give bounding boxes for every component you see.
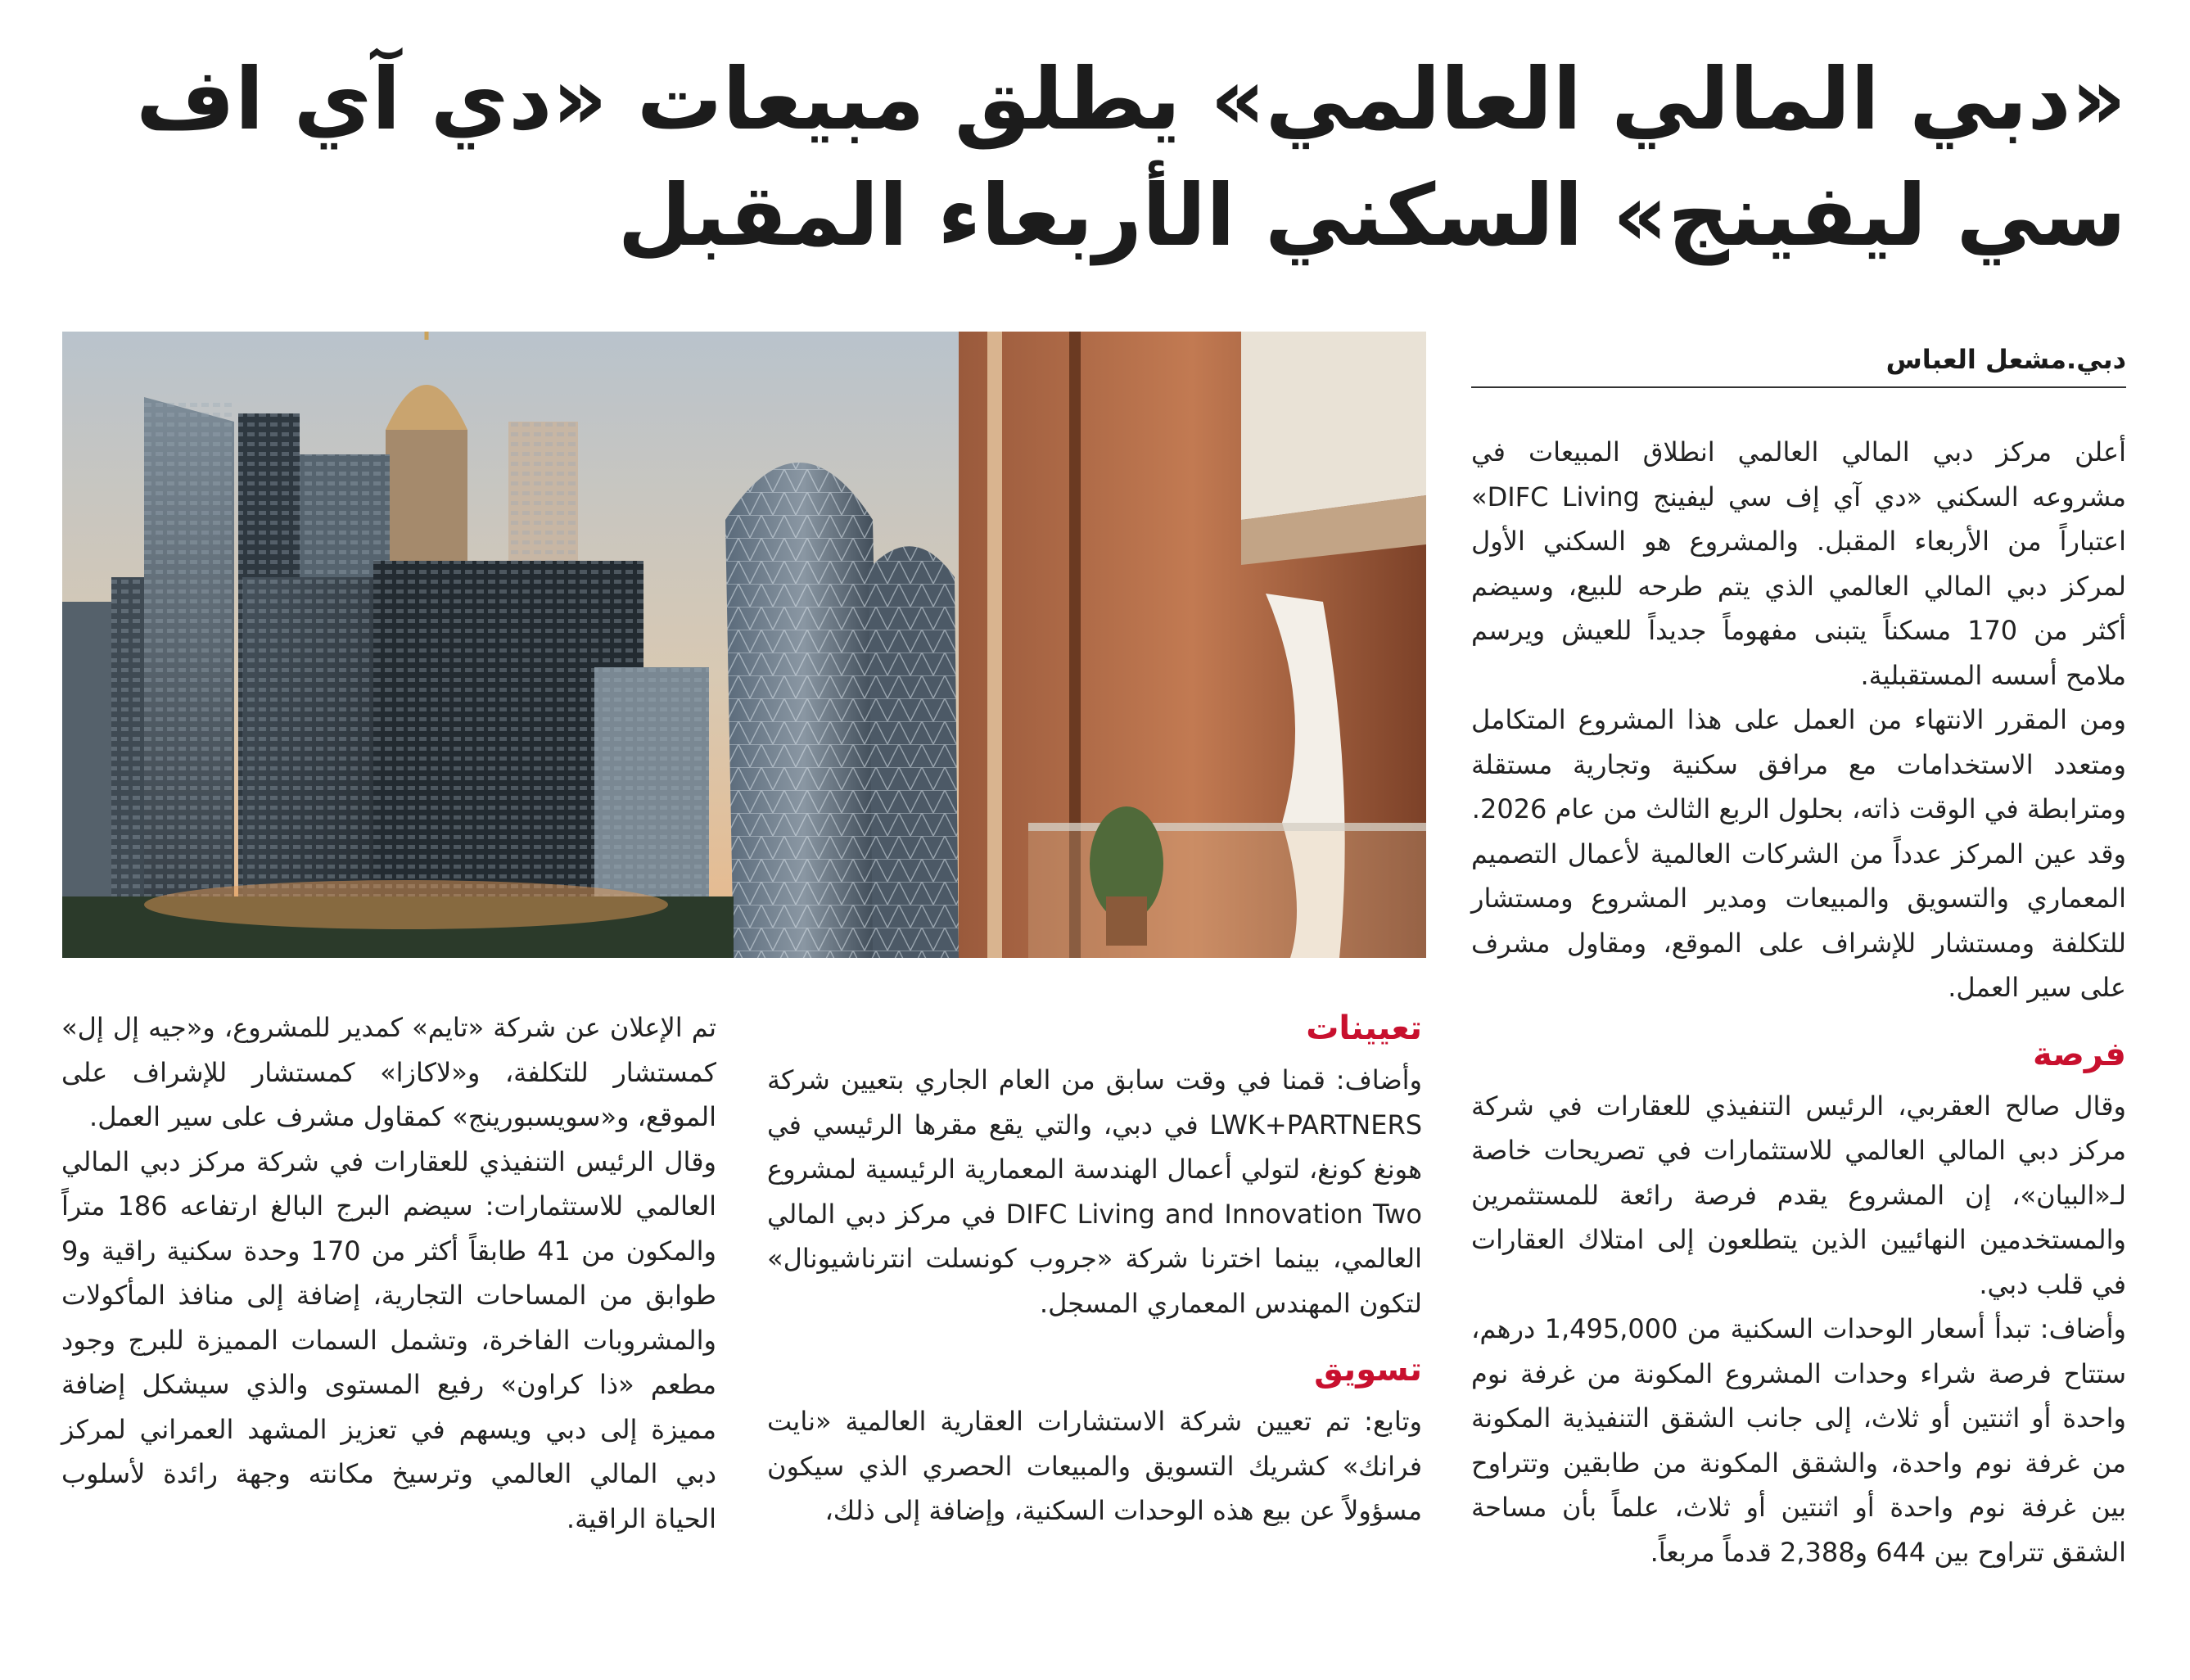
article-byline: دبي.مشعل العباس [1471,344,2126,388]
city-rendering-illustration [62,332,1426,958]
section-subhead: فرصة [2033,1035,2126,1073]
article-column-right [1471,430,2126,1574]
paragraph: وقال الرئيس التنفيذي للعقارات في شركة مركز دبي المالي العالمي للاستثمارات: سيضم البرج البالغ ارتفاعه 186 متراً والمكون من 41 طابقاً أكثر من 170 وحدة سكنية راقية و9 طوابق من المساحات التجارية، إضافة إلى منافذ المأكولات والمشروبات الفاخرة، وتشمل السمات المميزة للبرج وجود مطعم «ذا كراون» رفيع المستوى والذي سيشكل إضافة مميزة إلى دبي ويسهم في تعزيز المشهد العمراني لمركز دبي المالي العالمي وترسيخ مكانته وجهة رائدة لأسلوب الحياة الراقية. [61,1145,717,1534]
paragraph: ومن المقرر الانتهاء من العمل على هذا المشروع المتكامل ومتعدد الاستخدامات مع مرافق سكنية وتجارية مستقلة ومترابطة في الوقت ذاته، بحلول الربع الثالث من عام 2026. [1471,704,2126,824]
section-subhead: تسويق [1314,1351,1422,1389]
paragraph: وأضاف: قمنا في وقت سابق من العام الجاري بتعيين شركة LWK+PARTNERS في دبي، والتي يقع مقرها الرئيسي في هونغ كونغ، لتولي أعمال الهندسة المعمارية الرئيسية لمشروع DIFC Living and Innovation Two في مركز دبي المالي العالمي، بينما اخترنا شركة «جروب كونسلت انترناشيونال» لتكون المهندس المعماري المسجل. [767,1064,1423,1319]
paragraph: وقد عين المركز عدداً من الشركات العالمية لأعمال التصميم المعماري والتسويق والمبيعات ومدير المشروع ومستشار للتكلفة ومستشار للإشراف على الموقع، ومقاول مشرف على سير العمل. [1471,838,2126,1003]
section-subhead: تعيينات [1306,1009,1422,1047]
article-headline: «دبي المالي العالمي» يطلق مبيعات «دي آي اف سي ليفينج» السكني الأربعاء المقبل [135,49,2126,265]
paragraph: وقال صالح العقربي، الرئيس التنفيذي للعقارات في شركة مركز دبي المالي العالمي للاستثمارات في تصريحات خاصة لـ«البيان»، إن المشروع يقدم فرصة رائعة للمستثمرين والمستخدمين النهائيين الذين يتطلعون إلى امتلاك العقارات في قلب دبي. [1471,1090,2126,1300]
article-column-middle [767,1005,1422,1533]
paragraph: أعلن مركز دبي المالي العالمي انطلاق المبيعات في مشروعه السكني «دي آي إف سي ليفينج DIFC Living» اعتباراً من الأربعاء المقبل. والمشروع هو السكني الأول لمركز دبي المالي العالمي الذي يتم طرحه للبيع، وسيضم أكثر من 170 مسكناً يتبنى مفهوماً جديداً للعيش ويرسم ملامح أسسه المستقبلية. [1471,436,2127,691]
article-photo [62,332,1426,958]
article-column-left [61,1005,716,1541]
paragraph: تم الإعلان عن شركة «تايم» كمدير للمشروع، و«جيه إل إل» كمستشار للتكلفة، و«لاكازا» كمستشار للإشراف على الموقع، و«سويسبورينج» كمقاول مشرف على سير العمل. [61,1012,716,1132]
paragraph: وأضاف: تبدأ أسعار الوحدات السكنية من 1,495,000 درهم، ستتاح فرصة شراء وحدات المشروع المكونة من غرفة نوم واحدة أو اثنتين أو ثلاث، إلى جانب الشقق التنفيذية المكونة من غرفة نوم واحدة، والشقق المكونة من طابقين وتتراوح بين غرفة نوم واحدة أو اثنتين أو ثلاث، علماً بأن مساحة الشقق تتراوح بين 644 و2,388 قدماً مربعاً. [1471,1313,2127,1568]
paragraph: وتابع: تم تعيين شركة الاستشارات العقارية العالمية «نايت فرانك» كشريك التسويق والمبيعات الحصري الذي سيكون مسؤولاً عن بيع هذه الوحدات السكنية، وإضافة إلى ذلك، [767,1406,1422,1526]
